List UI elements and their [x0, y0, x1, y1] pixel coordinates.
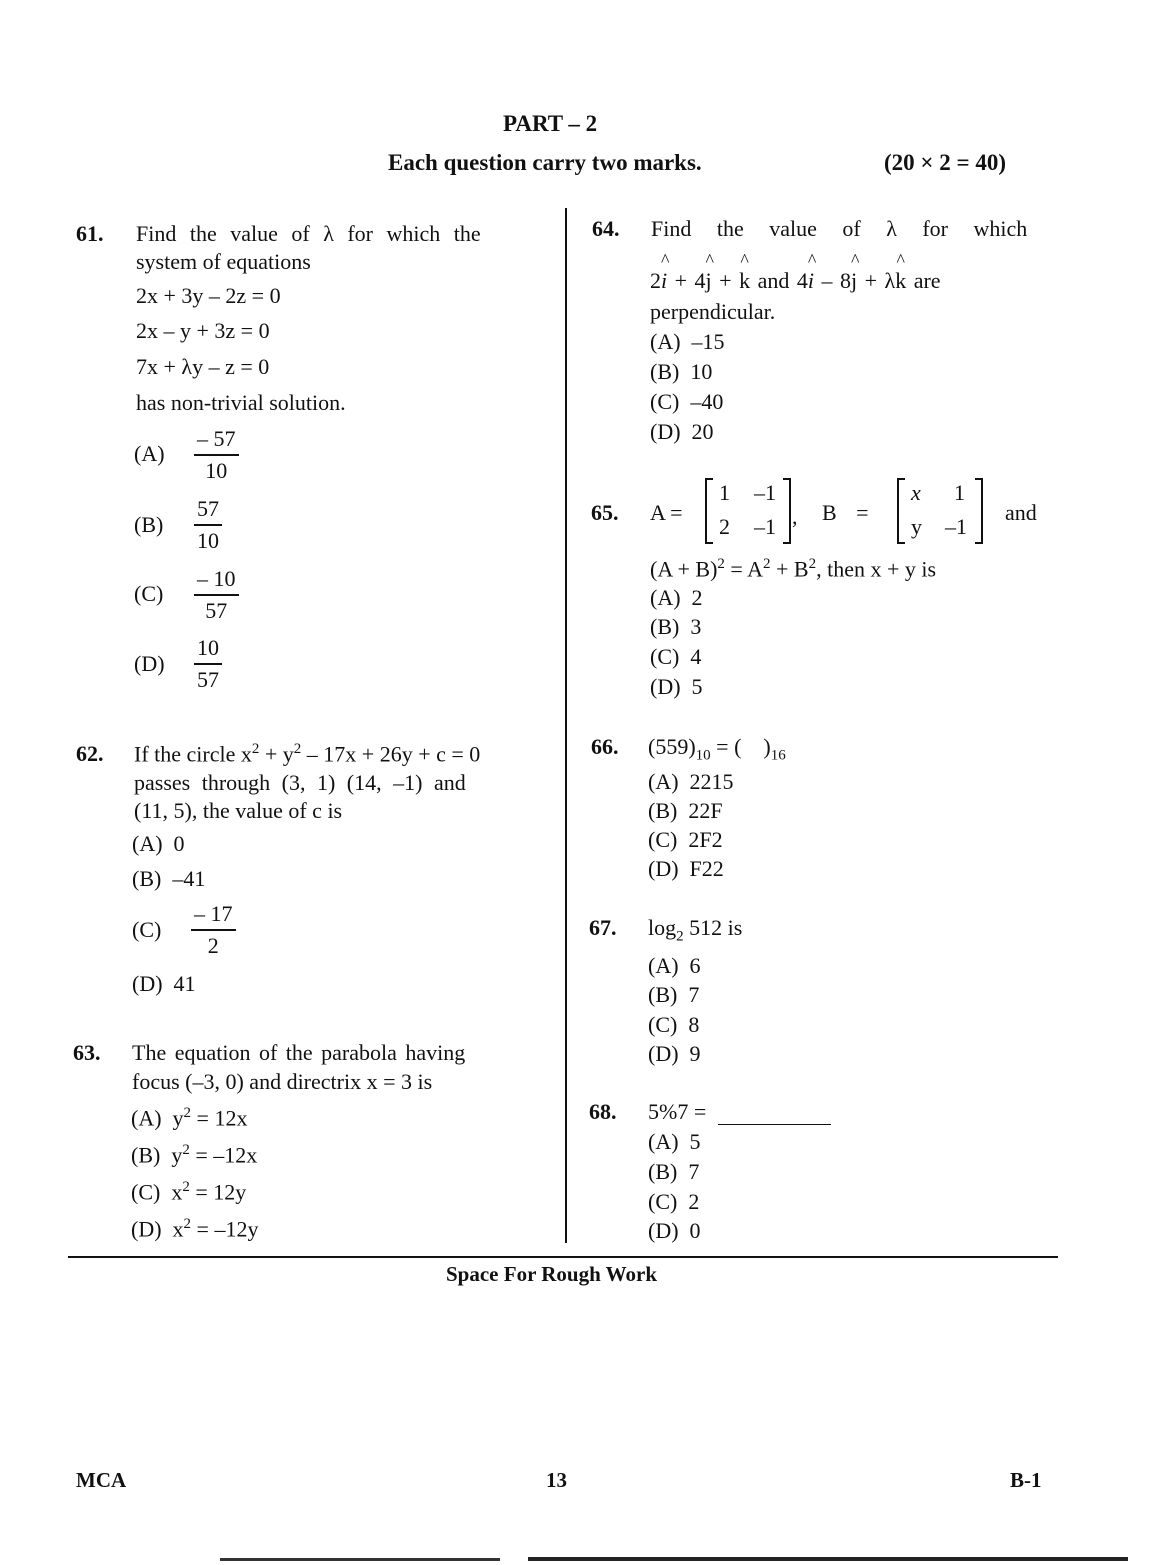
option: (C) –40 — [650, 389, 724, 414]
numerator: – 10 — [194, 564, 239, 596]
question-text: $(A + B)^2 = A^2 + B^2$, then x + y is — [650, 556, 937, 582]
option: (C) $x^2 = 12y$ — [131, 1179, 247, 1205]
option: (A) 5 — [648, 1129, 701, 1154]
denominator: 57 — [205, 598, 228, 623]
option: (D) F22 — [648, 856, 724, 881]
option: (D) 5 — [650, 674, 703, 699]
option: (C) 2 — [648, 1189, 700, 1214]
question-number: 66. — [591, 734, 619, 759]
scan-edge-line — [528, 1557, 1128, 1561]
option: (D) 0 — [648, 1218, 701, 1243]
question-text: perpendicular. — [650, 299, 776, 324]
matrix-cell: –1 — [754, 480, 776, 505]
option: (A) 6 — [648, 953, 701, 978]
option: (A) 0 — [132, 831, 185, 856]
option: (A) –15 — [650, 329, 725, 354]
option-fraction — [191, 899, 236, 961]
vector-expression: 2 ^ i + 4 ^ j + ^ k and 4 ^ i – 8 ^ j + λ ^ k are — [650, 250, 941, 293]
denominator: 2 — [207, 933, 219, 958]
option-fraction — [194, 424, 239, 486]
matrix-cell: –1 — [754, 514, 776, 539]
option: (D) 20 — [650, 419, 714, 444]
option: (A) 2 — [650, 585, 703, 610]
option: (D) 41 — [132, 971, 196, 996]
page-number: 13 — [546, 1468, 567, 1492]
matrix-b — [897, 480, 983, 542]
question-text: $(559)_{10}$ = ( )$_{16}$ — [648, 734, 786, 764]
equation: 7x + λy – z = 0 — [136, 354, 270, 379]
comma: , — [792, 504, 798, 529]
question-text: focus (–3, 0) and directrix x = 3 is — [132, 1069, 433, 1094]
numerator: – 57 — [194, 424, 239, 456]
matrix-cell: 1 — [954, 480, 965, 505]
part-heading: PART – 2 — [503, 111, 598, 136]
matrix-a — [705, 480, 791, 542]
denominator: 10 — [205, 458, 228, 483]
option: (A) 2215 — [648, 769, 734, 794]
denominator: 57 — [197, 667, 219, 692]
option: (A) $y^2 = 12x$ — [131, 1105, 248, 1131]
option: (B) –41 — [132, 866, 206, 891]
option: (B) 7 — [648, 1159, 700, 1184]
question-text: The equation of the parabola having — [132, 1040, 466, 1065]
matrix-cell: 2 — [719, 514, 730, 539]
option: (C) 2F2 — [648, 827, 723, 852]
question-text: and — [1005, 500, 1037, 525]
question-text: has non-trivial solution. — [136, 390, 346, 415]
option: (D) 9 — [648, 1041, 701, 1066]
option: (B) 22F — [648, 798, 723, 823]
question-number: 68. — [589, 1099, 617, 1124]
question-text: Find the value of λ for which the — [136, 221, 481, 246]
footer-exam-code: MCA — [76, 1468, 127, 1492]
option-label: (C) — [132, 917, 162, 942]
option: (C) 4 — [650, 644, 702, 669]
footer-booklet-code: B-1 — [1010, 1468, 1042, 1492]
option-fraction — [194, 564, 239, 626]
horizontal-rule — [68, 1256, 1058, 1258]
question-number: 65. — [591, 500, 619, 525]
equation: 2x – y + 3z = 0 — [136, 318, 270, 343]
option-fraction — [194, 494, 222, 556]
matrix-cell: y — [911, 514, 922, 539]
numerator: 57 — [194, 494, 222, 526]
question-number: 61. — [76, 221, 104, 246]
answer-blank — [718, 1124, 831, 1125]
denominator: 10 — [197, 528, 219, 553]
matrix-b-label: B = — [822, 500, 869, 525]
option: (C) 8 — [648, 1012, 700, 1037]
option-fraction — [194, 633, 222, 695]
question-number: 63. — [73, 1040, 101, 1065]
question-text: $\log_2 512$ is — [648, 915, 743, 945]
matrix-cell: x — [911, 480, 921, 505]
option-label: (D) — [134, 651, 165, 676]
option-label: (B) — [134, 512, 164, 537]
option: (B) 7 — [648, 982, 700, 1007]
question-text: system of equations — [136, 249, 311, 274]
rough-work-label: Space For Rough Work — [446, 1262, 658, 1286]
question-text: If the circle $x^2 + y^2 - 17x + 26y + c = 0$ — [134, 741, 481, 767]
question-text: 5%7 = — [648, 1099, 707, 1124]
equation: 2x + 3y – 2z = 0 — [136, 283, 281, 308]
column-divider — [565, 208, 567, 1243]
option: (B) 10 — [650, 359, 713, 384]
option-label: (C) — [134, 581, 164, 606]
option: (B) $y^2 = -12x$ — [131, 1142, 258, 1168]
option: (D) $x^2 = -12y$ — [131, 1216, 259, 1242]
matrix-cell: 1 — [719, 480, 730, 505]
scan-edge-line — [220, 1558, 500, 1561]
question-text: passes through (3, 1) (14, –1) and — [134, 770, 466, 795]
question-text: (11, 5), the value of c is — [134, 798, 343, 823]
matrix-cell: –1 — [945, 514, 967, 539]
matrix-a-label: A = — [650, 500, 683, 525]
numerator: 10 — [194, 633, 222, 665]
question-number: 67. — [589, 915, 617, 940]
option-label: (A) — [134, 441, 165, 466]
marks-text: (20 × 2 = 40) — [884, 150, 1007, 175]
question-text: Find the value of λ for which — [651, 216, 1028, 241]
instruction-text: Each question carry two marks. — [388, 150, 702, 175]
option: (B) 3 — [650, 614, 702, 639]
numerator: – 17 — [191, 899, 236, 931]
question-number: 64. — [592, 216, 620, 241]
question-number: 62. — [76, 741, 104, 766]
